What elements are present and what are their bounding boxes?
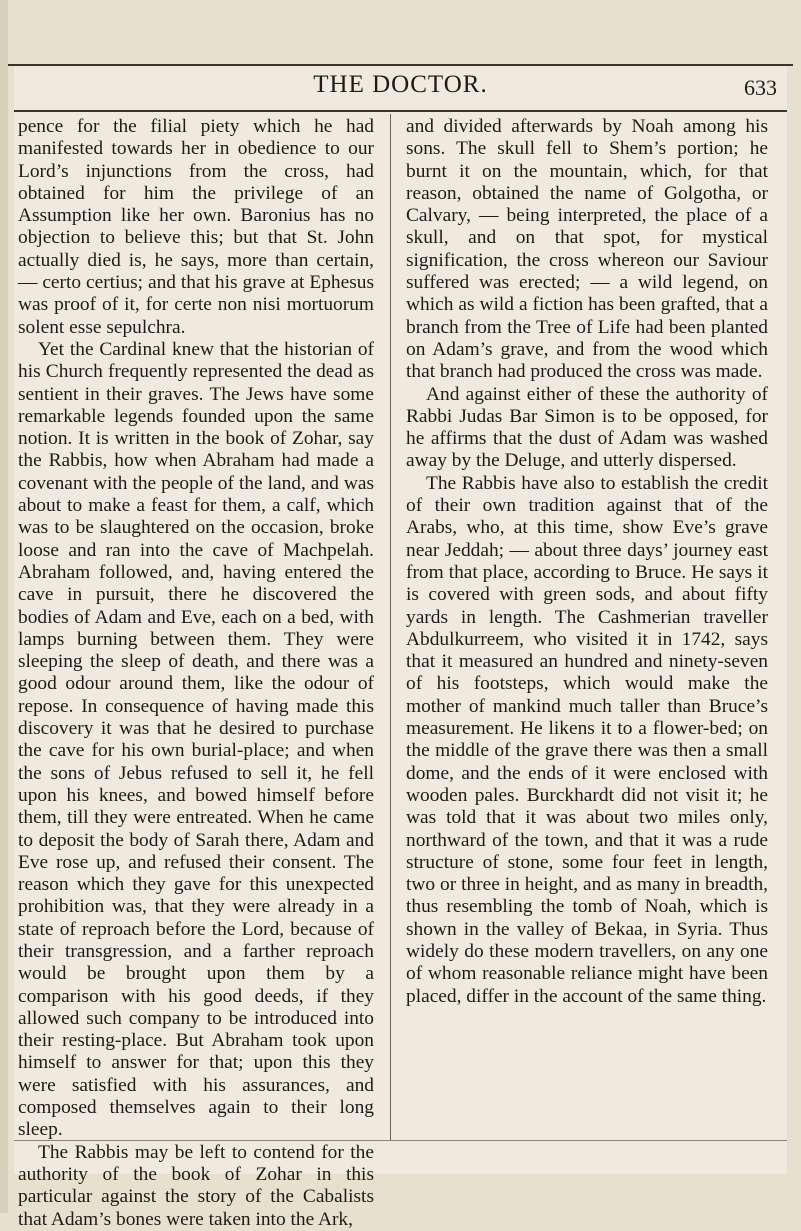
page-header [14,66,787,110]
header-rule [14,110,787,112]
left-paragraph-1: pence for the filial piety which he had manifested towards her in obedience to our Lord’s injunctions from the cross, had obtained for him the privilege of an Assumption like her own. Baronius has no objection to believe this; but that St. John actually died is, he says, more than certain, — certo certius; and that his grave at Ephesus was proof of it, for certe non nisi mortuorum solent esse sepulchra. [18,116,374,338]
page-gutter [0,0,8,1213]
right-paragraph-3: The Rabbis have also to establish the credit of their own tradition against that of the Arabs, who, at this time, show Eve’s grave near Jeddah; — about three days’ journey east from that place, according to Bruce. He says it is covered with green sods, and about fifty yards in length. The Cashmerian traveller Abdulkurreem, who visited it in 1742, says that it measured an hundred and ninety-seven of his footsteps, which would make the mother of mankind much taller than Bruce’s measurement. He likens it to a flower-bed; on the middle of the grave there was then a small dome, and the ends of it were enclosed with wooden pales. Burckhardt did not visit it; he was told that it was about two miles only, northward of the town, and that it was a rude structure of stone, some four feet in length, two or three in height, and as many in breadth, thus resembling the tomb of Noah, which is shown in the valley of Bekaa, in Syria. Thus widely do these modern travellers, on any one of whom reasonable reliance might have been placed, differ in the account of the same thing. [406,472,768,1007]
bottom-rule [14,1140,787,1141]
running-title: THE DOCTOR. [313,71,488,98]
right-paragraph-2: And against either of these the authority of Rabbi Judas Bar Simon is to be opposed, for he affirms that the dust of Adam was washed away by the Deluge, and utterly dispersed. [406,383,768,472]
right-paragraph-1: and divided afterwards by Noah among his sons. The skull fell to Shem’s portion; he burnt it on the mountain, which, for that reason, obtained the name of Golgotha, or Calvary, — being interpreted, the place of a skull, and on that spot, for mystical signification, the cross whereon our Saviour suffered was erected; — a wild legend, on which as wild a fiction has been grafted, that a branch from the Tree of Life had been planted on Adam’s grave, and from the wood which that branch had produced the cross was made. [406,116,768,383]
right-column [406,116,768,1008]
left-paragraph-2: Yet the Cardinal knew that the historian of his Church frequently represented the dead as sentient in their graves. The Jews have some remarkable legends founded upon the same notion. It is written in the book of Zohar, say the Rabbis, how when Abraham had made a covenant with the people of the land, and was about to make a feast for them, a calf, which was to be slaughtered on the occasion, broke loose and ran into the cave of Machpelah. Abraham followed, and, having entered the cave in pursuit, there he discovered the bodies of Adam and Eve, each on a bed, with lamps burning between them. They were sleeping the sleep of death, and there was a good odour around them, like the odour of repose. In consequence of having made this discovery it was that he desired to purchase the cave for his own burial-place; and when the sons of Jebus refused to sell it, he fell upon his knees, and bowed himself before them, till they were entreated. When he came to deposit the body of Sarah there, Adam and Eve rose up, and refused their consent. The reason which they gave for this unexpected prohibition was, that they were already in a state of reproach before the Lord, because of their transgression, and a farther reproach would be brought upon them by a comparison with his good deeds, if they allowed such company to be introduced into their resting-place. But Abraham took upon himself to answer for that; upon this they were satisfied with his assurances, and composed themselves again to their long sleep. [18,338,374,1141]
column-divider [390,114,391,1140]
left-column [18,116,374,1231]
left-paragraph-3: The Rabbis may be left to contend for the authority of the book of Zohar in this particular against the story of the Cabalists that Adam’s bones were taken into the Ark, [18,1141,374,1230]
page-number: 633 [744,75,777,100]
